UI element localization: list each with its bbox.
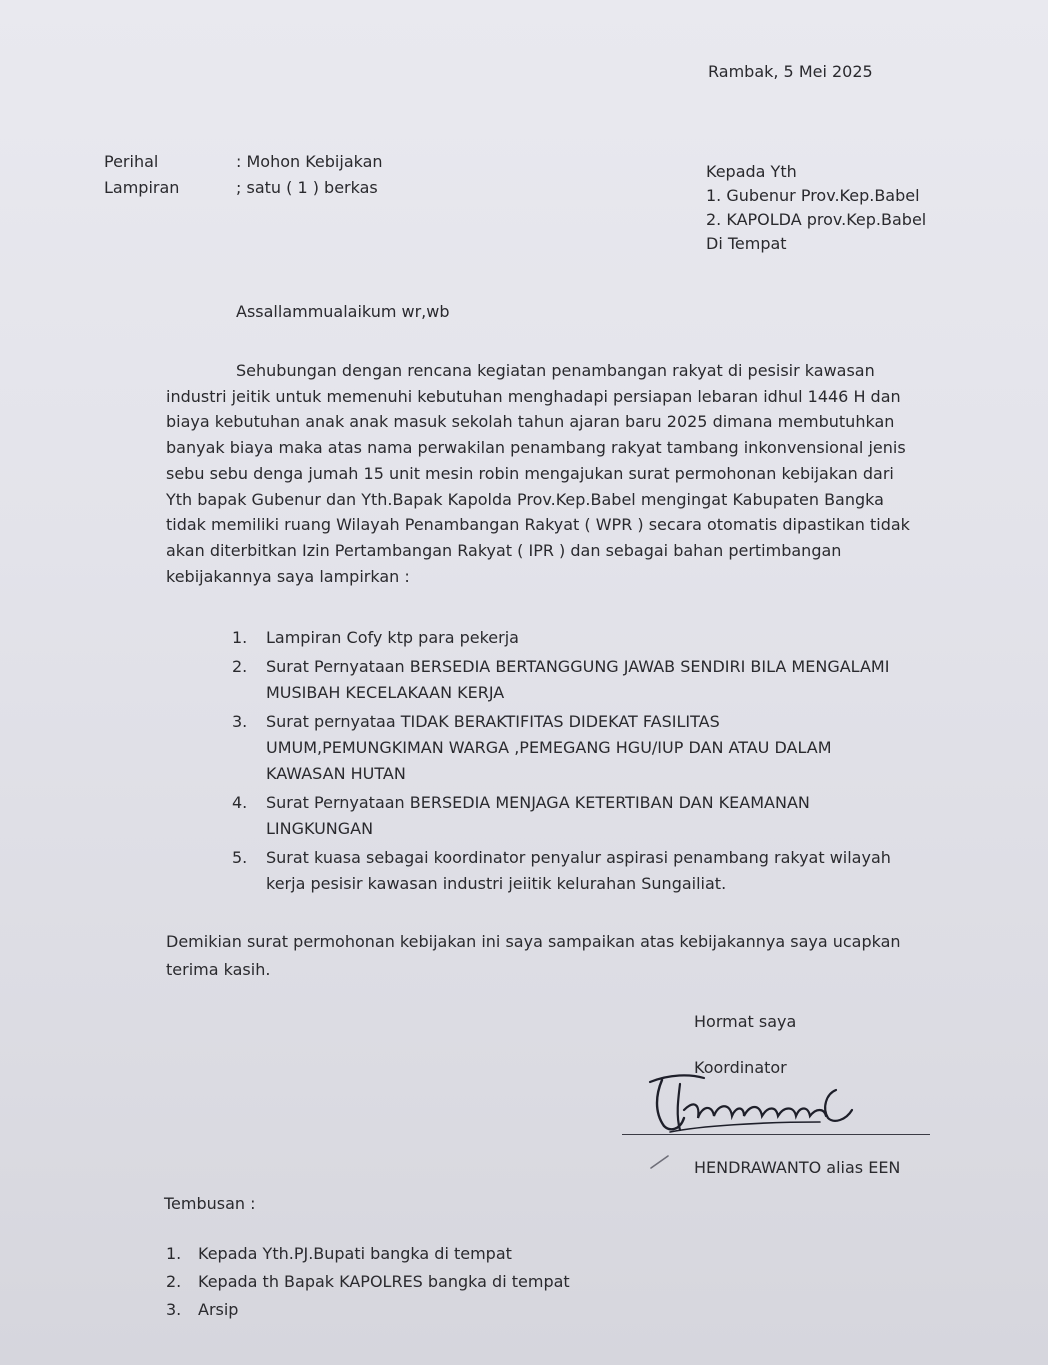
attachment-text: kerja pesisir kawasan industri jeiitik kelurahan Sungailiat. [266,874,727,893]
recipient-line: Kepada Yth [706,162,797,181]
perihal-value: : Mohon Kebijakan [236,152,383,171]
attachment-number: 2. [232,657,248,676]
attachment-text: KAWASAN HUTAN [266,764,406,783]
recipient-line: 2. KAPOLDA prov.Kep.Babel [706,210,927,229]
signature-line [622,1134,930,1135]
attachment-text: UMUM,PEMUNGKIMAN WARGA ,PEMEGANG HGU/IUP DAN ATAU DALAM [266,738,832,757]
attachment-number: 3. [232,712,248,731]
attachment-text: Surat kuasa sebagai koordinator penyalur aspirasi penambang rakyat wilayah [266,848,891,867]
attachment-number: 4. [232,793,248,812]
cc-number: 3. [166,1300,182,1319]
body-line: Sehubungan dengan rencana kegiatan penambangan rakyat di pesisir kawasan [236,361,875,380]
attachment-number: 5. [232,848,248,867]
body-line: tidak memiliki ruang Wilayah Penambangan Rakyat ( WPR ) secara otomatis dipastikan tidak [166,515,910,535]
body-line: Yth bapak Gubenur dan Yth.Bapak Kapolda Prov.Kep.Babel mengingat Kabupaten Bangka [166,489,884,509]
body-line: sebu sebu denga jumah 15 unit mesin robin mengajukan surat permohonan kebijakan dari [166,463,894,483]
attachment-text: Surat Pernyataan BERSEDIA MENJAGA KETERTIBAN DAN KEAMANAN [266,793,810,812]
cc-text: Kepada th Bapak KAPOLRES bangka di tempat [198,1272,570,1291]
attachment-text: MUSIBAH KECELAKAAN KERJA [266,683,505,702]
signer-role: Koordinator [694,1058,787,1077]
body-line: biaya kebutuhan anak anak masuk sekolah tahun ajaran baru 2025 dimana membutuhkan [166,412,895,432]
attachment-text: Surat Pernyataan BERSEDIA BERTANGGUNG JAWAB SENDIRI BILA MENGALAMI [266,657,890,676]
attachment-list [232,625,932,900]
cc-list [166,1240,570,1324]
attachment-number: 1. [232,628,248,647]
closing-line: Demikian surat permohonan kebijakan ini saya sampaikan atas kebijakannya saya ucapkan [166,932,901,951]
signer-name: HENDRAWANTO alias EEN [694,1158,901,1177]
cc-title: Tembusan : [164,1194,256,1213]
attachment-text: LINGKUNGAN [266,819,374,838]
body-line: akan diterbitkan Izin Pertambangan Rakyat ( IPR ) dan sebagai bahan pertimbangan [166,540,842,560]
greeting: Assallammualaikum wr,wb [236,302,450,321]
body-paragraph [166,358,946,589]
lampiran-label: Lampiran [104,178,180,197]
attachment-item [232,790,932,842]
attachment-item [232,654,932,706]
cc-item [166,1240,570,1268]
attachment-item [232,845,932,897]
cc-item [166,1296,570,1324]
recipient-block [706,160,926,256]
regards: Hormat saya [694,1012,797,1031]
place-date: Rambak, 5 Mei 2025 [708,62,873,81]
attachment-text: Surat pernyataa TIDAK BERAKTIFITAS DIDEKAT FASILITAS [266,712,720,731]
cc-item [166,1268,570,1296]
recipient-line: Di Tempat [706,234,787,253]
closing-line: terima kasih. [166,960,271,979]
attachment-text: Lampiran Cofy ktp para pekerja [266,628,519,647]
body-line: banyak biaya maka atas nama perwakilan penambang rakyat tambang inkonvensional jenis [166,438,906,458]
cc-text: Kepada Yth.PJ.Bupati bangka di tempat [198,1244,512,1263]
attachment-item [232,709,932,787]
cc-number: 2. [166,1272,182,1291]
pen-mark [648,1152,672,1172]
recipient-line: 1. Gubenur Prov.Kep.Babel [706,186,920,205]
attachment-item [232,625,932,651]
lampiran-value: ; satu ( 1 ) berkas [236,178,378,197]
body-line: industri jeitik untuk memenuhi kebutuhan menghadapi persiapan lebaran idhul 1446 H dan [166,386,901,406]
body-line: kebijakannya saya lampirkan : [166,566,410,586]
perihal-label: Perihal [104,152,159,171]
cc-number: 1. [166,1244,182,1263]
handwritten-signature [640,1060,880,1150]
closing-paragraph [166,928,901,984]
cc-text: Arsip [198,1300,239,1319]
